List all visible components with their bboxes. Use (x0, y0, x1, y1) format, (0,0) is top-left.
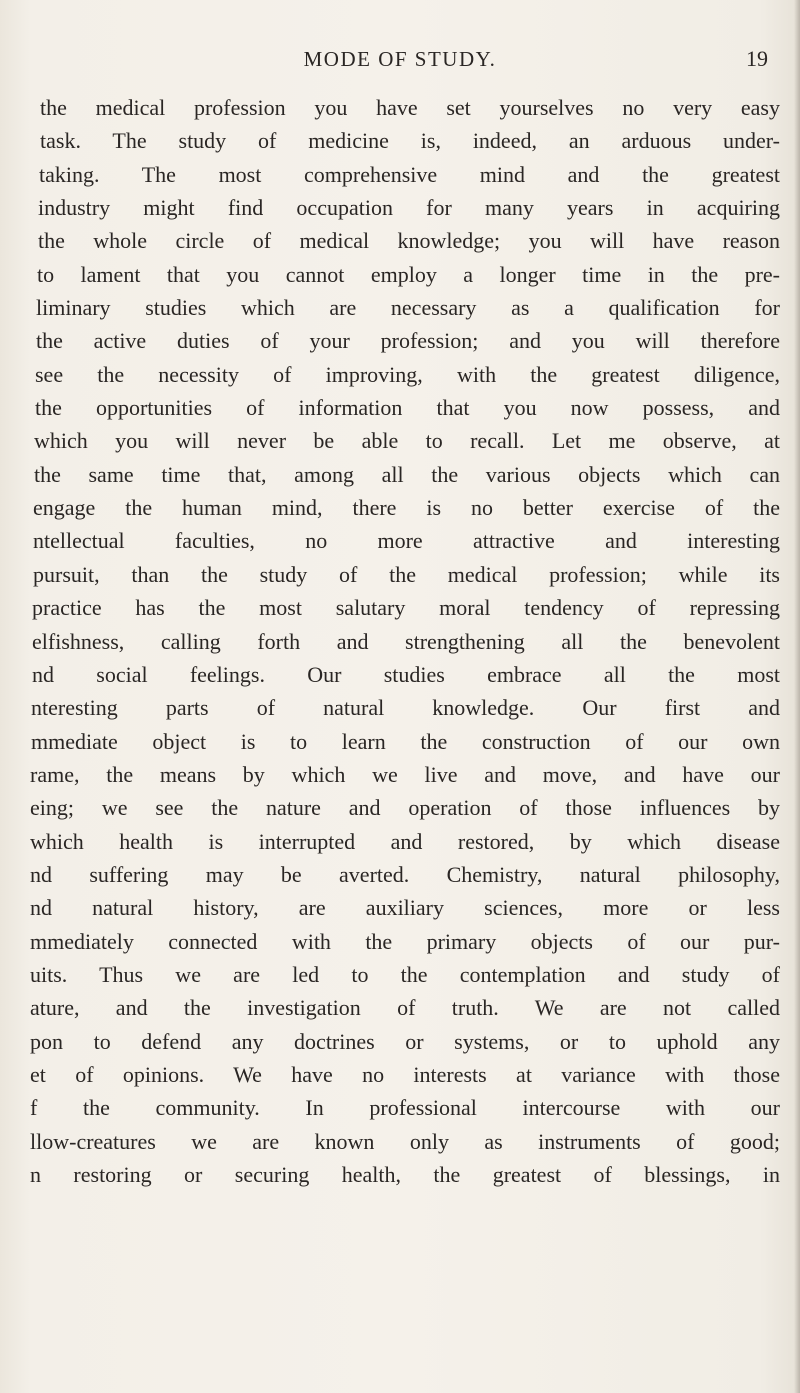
text-line: elfishness, calling forth and strengthening all the benevolent (32, 628, 780, 654)
body-text (0, 91, 800, 1191)
text-line: the opportunities of information that you now possess, and (35, 395, 780, 421)
text-line: engage the human mind, there is no better exercise of the (33, 495, 780, 521)
text-line: practice has the most salutary moral tendency of repressing (32, 595, 780, 621)
text-line: task. The study of medicine is, indeed, an arduous under- (40, 128, 780, 154)
text-line: industry might find occupation for many years in acquiring (38, 195, 780, 221)
text-line: taking. The most comprehensive mind and the greatest (39, 161, 780, 187)
text-line: ature, and the investigation of truth. We are not called (30, 995, 780, 1021)
text-line: pon to defend any doctrines or systems, or to uphold any (30, 1028, 780, 1054)
text-line: to lament that you cannot employ a longer time in the pre- (37, 261, 780, 287)
text-line: mmediate object is to learn the construction of our own (31, 728, 780, 754)
text-line: f the community. In professional intercourse with our (30, 1095, 780, 1121)
text-line: the active duties of your profession; and you will therefore (36, 328, 780, 354)
text-line: the same time that, among all the various objects which can (34, 461, 780, 487)
text-line: uits. Thus we are led to the contemplation and study of (30, 961, 780, 987)
page-number: 19 (746, 46, 768, 71)
text-line: et of opinions. We have no interests at variance with those (30, 1061, 780, 1087)
text-line: llow-creatures we are known only as instruments of good; (30, 1128, 780, 1154)
text-line: nteresting parts of natural knowledge. Our first and (31, 695, 780, 721)
text-line: which you will never be able to recall. Let me observe, at (34, 428, 780, 454)
text-line: nd natural history, are auxiliary sciences, more or less (30, 895, 780, 921)
page-edge-shadow (794, 0, 800, 1393)
text-line: ntellectual faculties, no more attractive and interesting (33, 528, 780, 554)
text-line: nd suffering may be averted. Chemistry, natural philosophy, (30, 861, 780, 887)
text-line: nd social feelings. Our studies embrace all the most (32, 661, 780, 687)
text-line: n restoring or securing health, the greatest of blessings, in (30, 1162, 780, 1187)
text-line: eing; we see the nature and operation of those influences by (30, 795, 780, 821)
text-line: mmediately connected with the primary objects of our pur- (30, 928, 780, 954)
text-line: which health is interrupted and restored, by which disease (30, 828, 780, 854)
text-line: see the necessity of improving, with the greatest diligence, (35, 361, 780, 387)
text-line: the whole circle of medical knowledge; you will have reason (38, 228, 780, 254)
text-line: liminary studies which are necessary as a qualification for (36, 295, 780, 321)
running-title: MODE OF STUDY. (303, 47, 497, 71)
text-line: rame, the means by which we live and move, and have our (30, 761, 780, 787)
text-line: pursuit, than the study of the medical profession; while its (33, 561, 780, 587)
running-head (0, 44, 800, 74)
text-line: the medical profession you have set yourselves no very easy (40, 95, 780, 120)
